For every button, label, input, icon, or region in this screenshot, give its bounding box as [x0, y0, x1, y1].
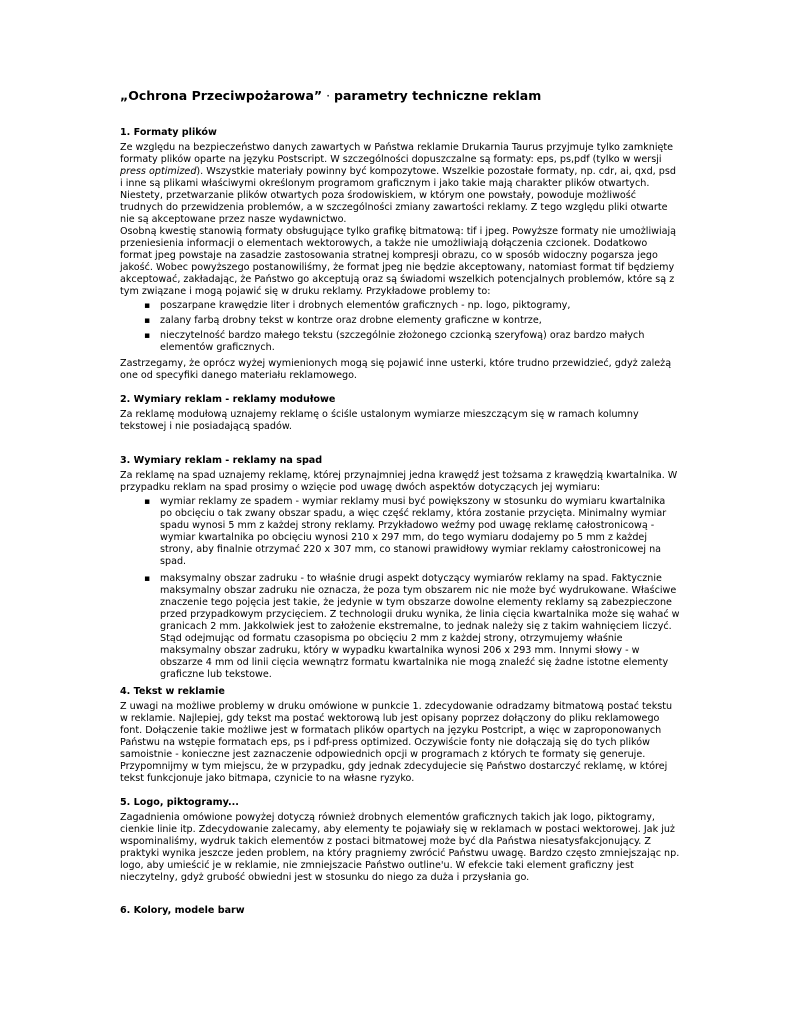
- section-colors: [120, 905, 680, 917]
- list-item: ▪ poszarpane krawędzie liter i drobnych elementów graficznych - np. logo, piktogramy,: [160, 300, 680, 312]
- bullet-list: [120, 496, 680, 681]
- list-item: ▪ nieczytelność bardzo małego tekstu (szczególnie złożonego czcionką szeryfową) oraz bardzo małych elementów graficznych.: [160, 330, 680, 354]
- paragraph: Zastrzegamy, że oprócz wyżej wymienionych mogą się pojawić inne usterki, które trudno przewidzieć, gdyż zależą one od specyfiki danego materiału reklamowego.: [120, 358, 672, 381]
- paragraph: Za reklamę modułową uznajemy reklamę o ściśle ustalonym wymiarze mieszczącym się w ramach kolumny tekstowej i nie posiadającą spadów.: [120, 409, 639, 432]
- document-content: [120, 88, 680, 917]
- paragraph: Za reklamę na spad uznajemy reklamę, której przynajmniej jedna krawędź jest tożsama z krawędzią kwartalnika. W przypadku reklam na spad prosimy o wzięcie pod uwagę dwóch aspektów dotyczących jej wymiaru:: [120, 470, 678, 493]
- paragraph-text: Ze względu na bezpieczeństwo danych zawartych w Państwa reklamie Drukarnia Taurus przyjmuje tylko zamknięte formaty plików oparte na języku Postscript. W szczególności dopuszczalne są formaty: eps, ps,pdf (tylko w wersji: [120, 142, 674, 165]
- paragraph: [120, 142, 680, 226]
- section-heading: 5. Logo, piktogramy...: [120, 797, 239, 808]
- title-separator: ·: [322, 88, 335, 103]
- paragraph-text: ). Wszystkie materiały powinny być kompozytowe. Wszelkie pozostałe formaty, np. cdr, ai, qxd, psd i inne są plikami właściwymi określonym programom graficznym i jako takie mają charakter plików otwartych. Niestety, przetwarzanie plików otwartych poza środowiskiem, w którym one powstały, powoduje możliwość trudnych do przewidzenia problemów, a w szczególności zmiany zawartości reklamy. Z tego względu pliki otwarte nie są akceptowane przez nasze wydawnictwo.: [120, 166, 676, 225]
- section-text-in-ad: [120, 686, 680, 785]
- section-heading: 4. Tekst w reklamie: [120, 686, 225, 697]
- section-bleed-ads: [120, 455, 680, 681]
- section-logos: [120, 797, 680, 884]
- section-heading: 2. Wymiary reklam - reklamy modułowe: [120, 394, 336, 405]
- bullet-list: [120, 300, 680, 354]
- paragraph: Zagadnienia omówione powyżej dotyczą również drobnych elementów graficznych takich jak logo, piktogramy, cienkie linie itp. Zdecydowanie zalecamy, aby elementy te pojawiały się w reklamach w postaci wektorowej. Jak już wspominaliśmy, wydruk takich elementów z postaci bitmatowej może być dla Państwa niesatysfakcjonujący. Z praktyki wynika jeszcze jeden problem, na który pragniemy zwrócić Państwu uwagę. Bardzo często zmniejszając np. logo, aby umieścić je w reklamie, nie zmniejszacie Państwo outline'u. W efekcie taki element graficzny jest nieczytelny, gdyż grubość obwiedni jest w stosunku do niego za duża i przysłania go.: [120, 812, 680, 883]
- section-heading: 3. Wymiary reklam - reklamy na spad: [120, 455, 323, 466]
- document-title: [120, 88, 680, 104]
- section-file-formats: [120, 127, 680, 382]
- list-item: ▪ maksymalny obszar zadruku - to właśnie drugi aspekt dotyczący wymiarów reklamy na spad. Faktycznie maksymalny obszar zadruku nie oznacza, że poza tym obszarem nic nie może być wydrukowane. Właściwe znaczenie tego pojęcia jest takie, że jedynie w tym obszarze dowolne elementy reklamy są zabezpieczone przed przypadkowym przycięciem. Z technologii druku wynika, że linia cięcia kwartalnika może się wahać w granicach 2 mm. Jakkolwiek jest to założenie ekstremalne, to jednak należy się z takim wahnięciem liczyć. Stąd odejmując od formatu czasopisma po obcięciu 2 mm z każdej strony, otrzymujemy właśnie maksymalny obszar zadruku, który w wypadku kwartalnika wynosi 206 x 293 mm. Innymi słowy - w obszarze 4 mm od linii cięcia wewnątrz formatu kwartalnika nie mogą znaleźć się żadne istotne elementy graficzne lub tekstowe.: [160, 573, 680, 681]
- title-rest: parametry techniczne reklam: [334, 88, 542, 103]
- emphasis-text: press optimized: [120, 166, 197, 177]
- list-item: ▪ wymiar reklamy ze spadem - wymiar reklamy musi być powiększony w stosunku do wymiaru kwartalnika po obcięciu o tak zwany obszar spadu, a więc część reklamy, która zostanie przycięta. Minimalny wymiar spadu wynosi 5 mm z każdej strony reklamy. Przykładowo weźmy pod uwagę reklamę całostronicową - wymiar kwartalnika po obcięciu wynosi 210 x 297 mm, do tego wymiaru dodajemy po 5 mm z każdej strony, aby finalnie otrzymać 220 x 307 mm, co stanowi prawidłowy wymiar reklamy całostronicowej na spad.: [160, 496, 680, 568]
- section-heading: 6. Kolory, modele barw: [120, 905, 245, 916]
- section-heading: 1. Formaty plików: [120, 127, 217, 138]
- list-item: ▪ zalany farbą drobny tekst w kontrze oraz drobne elementy graficzne w kontrze,: [160, 315, 680, 327]
- section-modular-ads: [120, 394, 680, 433]
- title-main: „Ochrona Przeciwpożarowa”: [120, 88, 323, 103]
- paragraph: Osobną kwestię stanowią formaty obsługujące tylko grafikę bitmatową: tif i jpeg. Powyższe formaty nie umożliwiają przeniesienia informacji o elementach wektorowych, a także nie umożliwiają dołączenia czcionek. Dodatkowo format jpeg powstaje na zasadzie zastosowania stratnej kompresji obrazu, co w sposób widoczny pogarsza jego jakość. Wobec powyższego postanowiliśmy, że format jpeg nie będzie akceptowany, natomiast format tif będziemy akceptować, zakładając, że Państwo go akceptują oraz są świadomi wszelkich potencjalnych problemów, które są z tym związane i mogą pojawić się w druku reklamy. Przykładowe problemy to:: [120, 226, 677, 297]
- paragraph: Z uwagi na możliwe problemy w druku omówione w punkcie 1. zdecydowanie odradzamy bitmatową postać tekstu w reklamie. Najlepiej, gdy tekst ma postać wektorową lub jest opisany poprzez dołączony do pliku reklamowego font. Dołączenie takie możliwe jest w formatach plików opartych na języku Postcript, a więc w zaproponowanych Państwu na wstępie formatach eps, ps i pdf-press optimized. Oczywiście fonty nie dołączają się do tych plików samoistnie - konieczne jest zaznaczenie odpowiednich opcji w programach z których te formaty się generuje. Przypomnijmy w tym miejscu, że w przypadku, gdy jednak zdecydujecie się Państwo dostarczyć reklamę, w której tekst funkcjonuje jako bitmapa, czynicie to na własne ryzyko.: [120, 701, 673, 784]
